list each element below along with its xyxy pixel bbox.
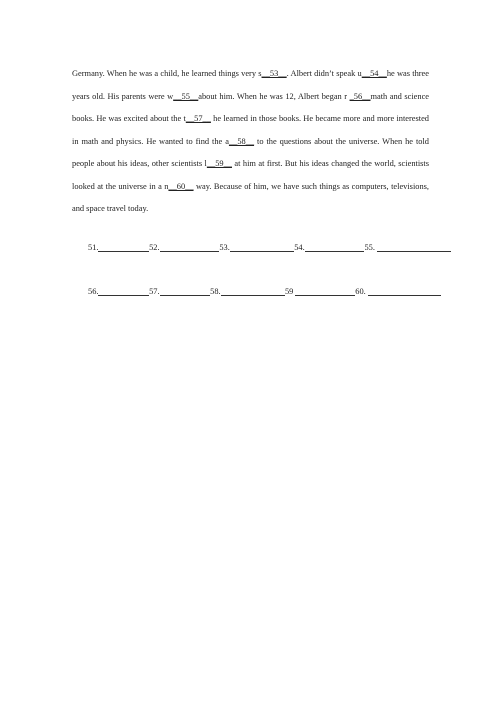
answer-slot — [364, 242, 450, 254]
answer-number-label: 51. — [88, 243, 99, 252]
answer-line[interactable] — [98, 286, 149, 296]
answer-blank: __58__ — [228, 136, 255, 146]
answer-line[interactable] — [305, 242, 365, 252]
answer-slot — [210, 286, 285, 298]
answer-number-label: 56. — [88, 287, 99, 296]
answer-blank: __54__ — [361, 69, 387, 78]
answer-blank: _56__ — [349, 91, 371, 101]
answer-number-label: 53. — [219, 243, 230, 252]
answer-blank: __57__ — [185, 114, 211, 123]
answer-row-1 — [88, 242, 451, 254]
answer-line[interactable] — [295, 286, 355, 296]
answer-blank: __59__ — [206, 159, 232, 168]
answer-line[interactable] — [377, 242, 451, 252]
passage-text: about him. When he was 12, Albert began r — [198, 91, 350, 101]
passage-text: Germany. When he was a child, he learned things very s — [72, 69, 262, 78]
answer-line[interactable] — [368, 286, 442, 296]
answer-slot — [285, 286, 355, 298]
answer-number-label: 60. — [355, 287, 368, 296]
passage-text: he learned in those books. He became more and more interested in math and physics. He wanted to find the a — [72, 114, 429, 146]
answer-slot — [88, 286, 149, 298]
answer-slot — [294, 242, 364, 254]
answer-number-label: 54. — [294, 243, 305, 252]
answer-blank: __55__ — [173, 91, 199, 101]
answer-line[interactable] — [98, 242, 149, 252]
answer-slot — [149, 242, 219, 254]
answer-number-label: 55. — [364, 243, 378, 252]
passage-text: way. Because of him, we have such things as computers, televisions, and space travel today. — [72, 181, 429, 213]
answer-line[interactable] — [160, 286, 211, 296]
answer-slot — [355, 286, 441, 298]
answer-blank: __60__ — [168, 181, 194, 191]
answer-number-label: 58. — [210, 287, 221, 296]
passage-text: he was three years old. His parents were w — [72, 69, 429, 101]
answer-line[interactable] — [221, 286, 285, 296]
answer-slot — [219, 242, 294, 254]
passage-text: math and science books. He was excited about the t — [72, 91, 429, 123]
answer-slot — [149, 286, 210, 298]
answer-number-label: 59 — [284, 287, 296, 296]
passage-text: . Albert didn’t speak u — [286, 69, 362, 78]
answer-line[interactable] — [160, 242, 220, 252]
answer-number-label: 57. — [149, 287, 160, 296]
answer-number-label: 52. — [149, 243, 160, 252]
answer-slot — [88, 242, 149, 254]
answer-row-2 — [88, 286, 441, 298]
answer-blank: __53__ — [261, 69, 287, 78]
passage-text: to the questions about the universe. When he told people about his ideas, other scientists l — [72, 136, 429, 168]
cloze-passage — [72, 63, 429, 221]
answer-line[interactable] — [230, 242, 294, 252]
passage-text: at him at first. But his ideas changed the world, scientists looked at the universe in a n — [72, 159, 430, 191]
